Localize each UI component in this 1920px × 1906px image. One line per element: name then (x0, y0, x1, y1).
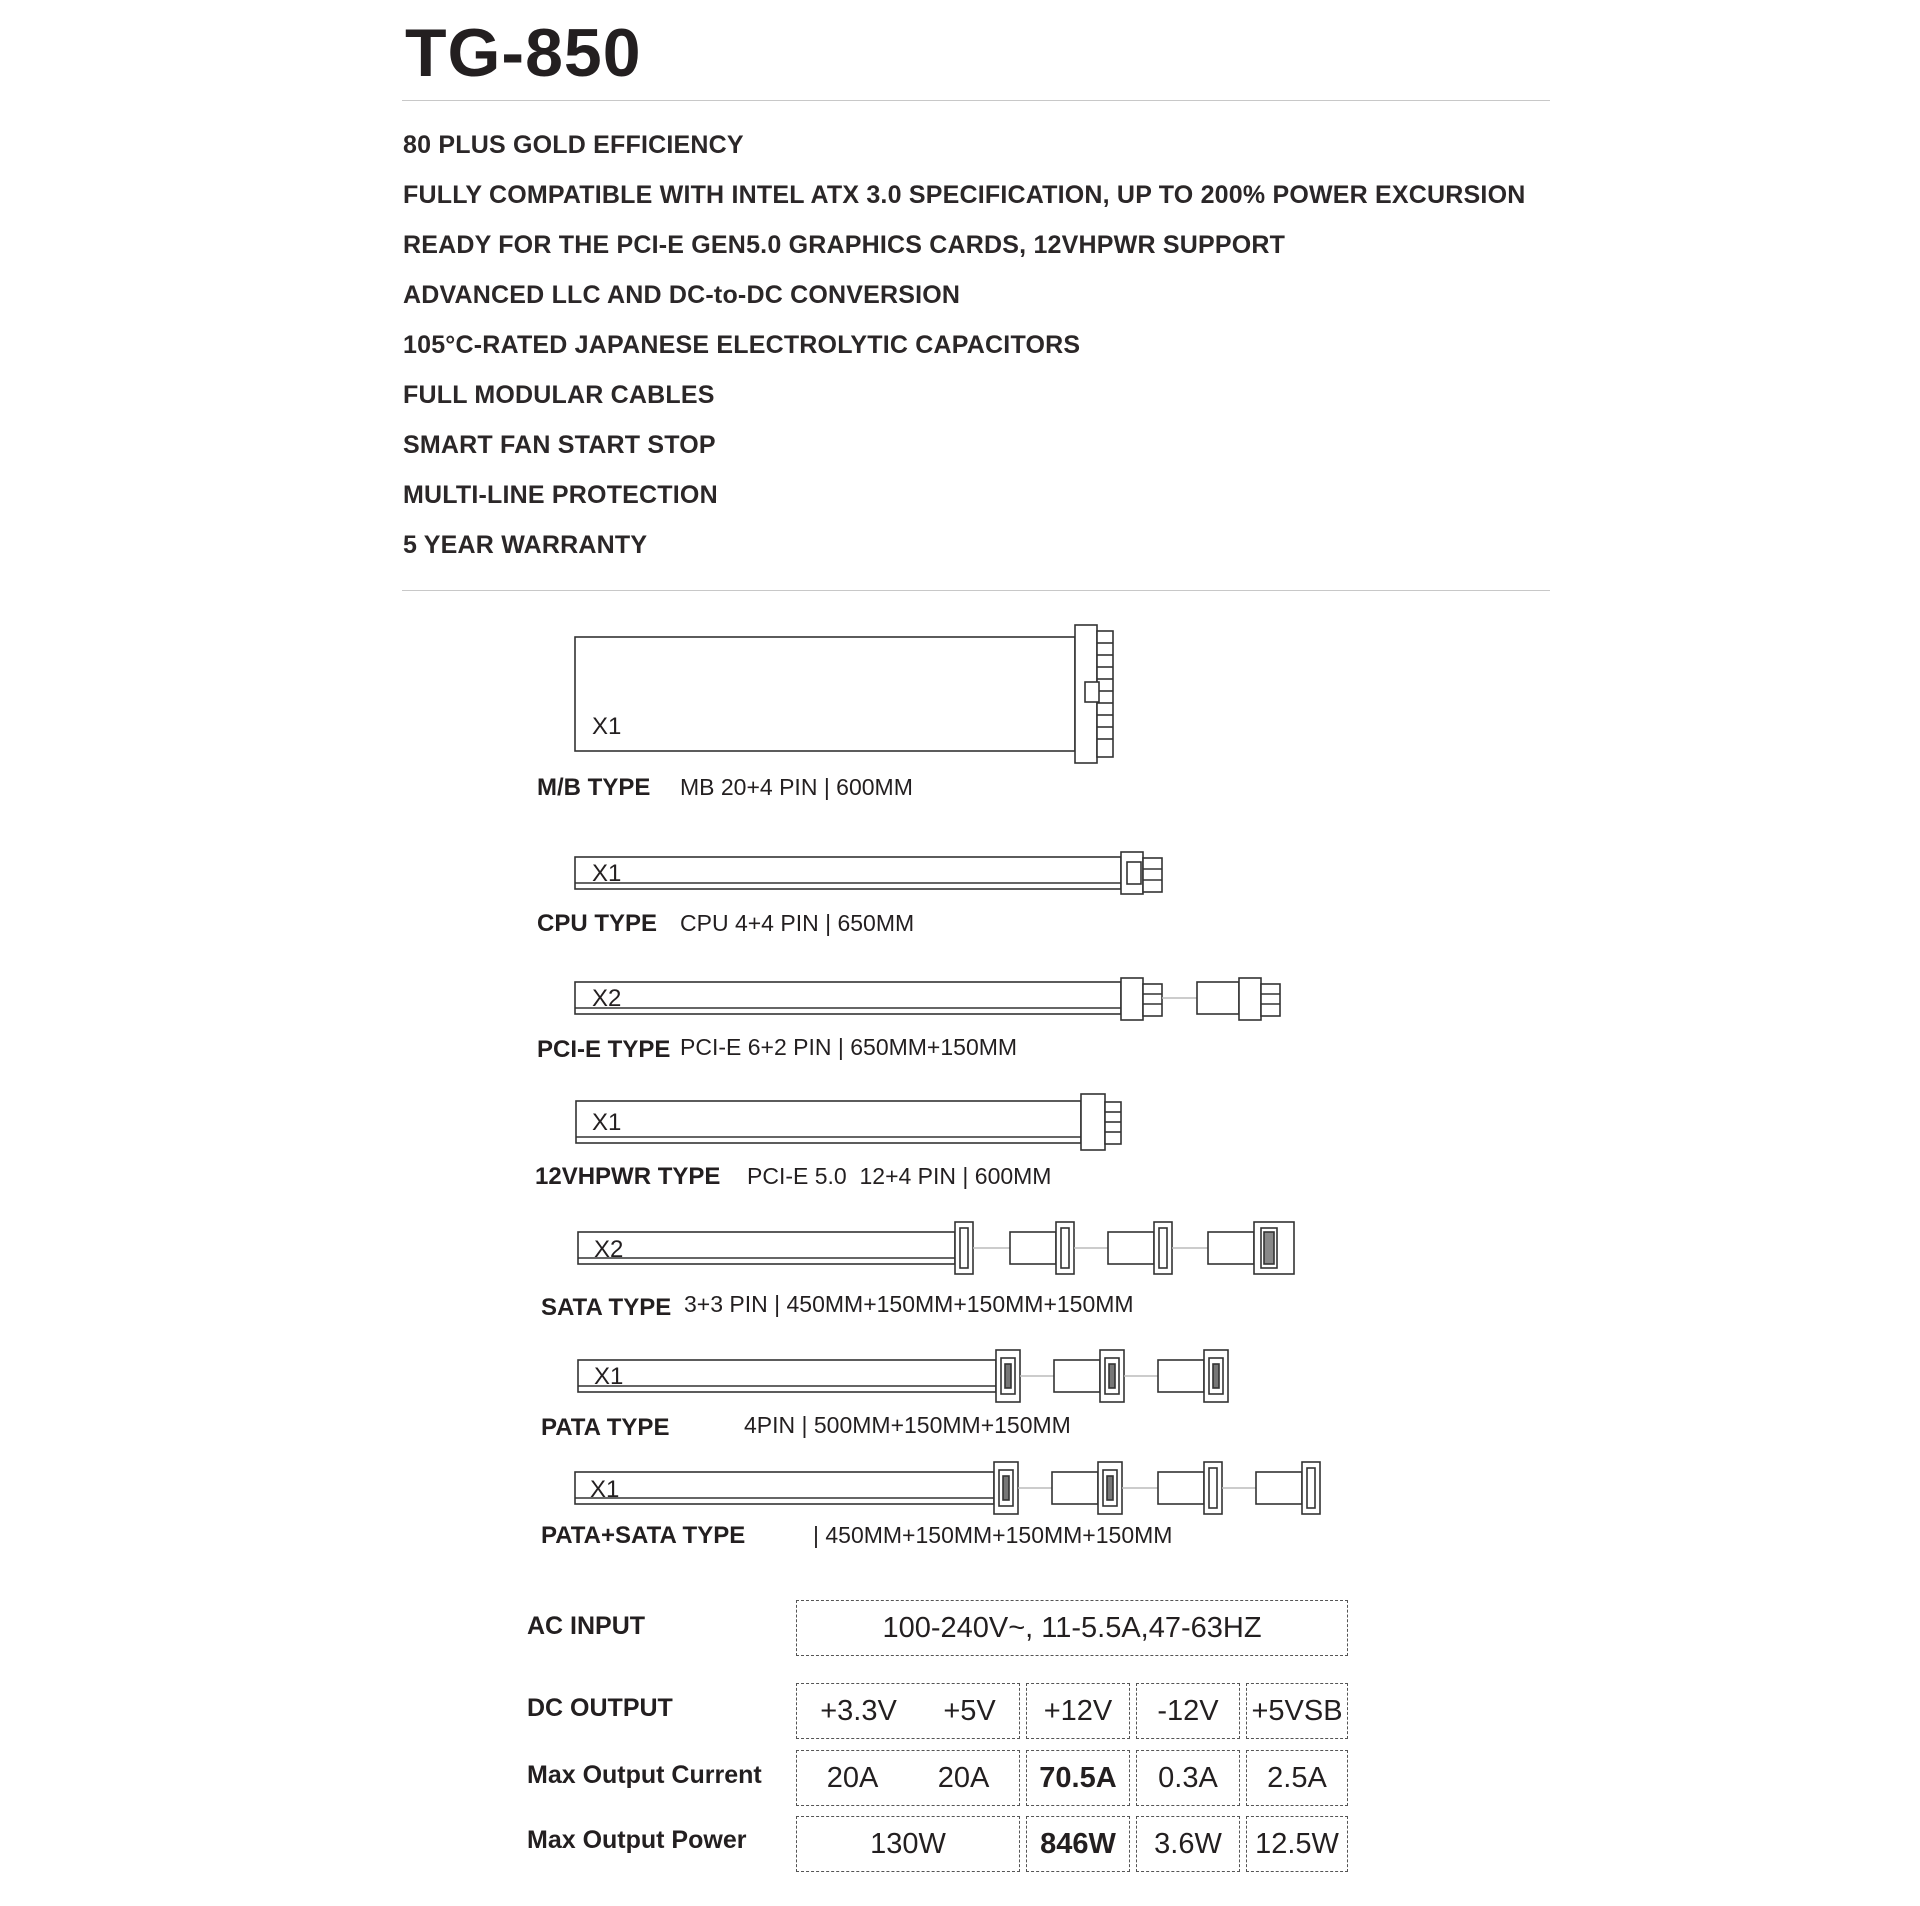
power-neg12v: 3.6W (1136, 1816, 1240, 1872)
cable-spec: MB 20+4 PIN | 600MM (680, 774, 913, 800)
mb-cable-drawing (575, 625, 1113, 763)
rail-5vsb: +5VSB (1246, 1683, 1348, 1739)
feature-item: ADVANCED LLC AND DC-to-DC CONVERSION (403, 281, 961, 309)
cable-type-label: M/B TYPE (537, 774, 651, 801)
cable-qty: X1 (594, 1363, 624, 1390)
cable-type-label: 12VHPWR TYPE (535, 1163, 721, 1190)
current-5vsb: 2.5A (1246, 1750, 1348, 1806)
cable-qty: X1 (592, 860, 622, 887)
ac-input-label: AC INPUT (527, 1612, 646, 1640)
cable-spec: 3+3 PIN | 450MM+150MM+150MM+150MM (684, 1291, 1134, 1317)
cable-spec: 4PIN | 500MM+150MM+150MM (744, 1412, 1071, 1438)
max-power-label: Max Output Power (527, 1826, 747, 1854)
current-12v (1026, 1750, 1130, 1806)
pata-cable-drawing (578, 1350, 1228, 1402)
rail-low-voltage-cell (796, 1683, 1020, 1739)
cpu-cable-drawing (575, 852, 1162, 894)
current-neg12v: 0.3A (1136, 1750, 1240, 1806)
cable-type-label: PATA TYPE (541, 1414, 670, 1441)
power-12v-value: 846W (1040, 1827, 1116, 1860)
cable-type-label: PCI-E TYPE (537, 1036, 671, 1063)
cable-spec: PCI-E 6+2 PIN | 650MM+150MM (680, 1034, 1018, 1060)
power-combined: 130W (796, 1816, 1020, 1872)
ac-input-value: 100-240V~, 11-5.5A,47-63HZ (796, 1600, 1348, 1656)
current-12v-value: 70.5A (1039, 1761, 1117, 1794)
cable-type-label: SATA TYPE (541, 1294, 672, 1321)
12vhpwr-cable-drawing (576, 1094, 1121, 1150)
feature-item: MULTI-LINE PROTECTION (403, 481, 718, 509)
cable-spec: CPU 4+4 PIN | 650MM (680, 910, 915, 936)
cable-qty: X1 (592, 713, 622, 740)
cable-spec: | 450MM+150MM+150MM+150MM (813, 1522, 1173, 1548)
feature-item: 5 YEAR WARRANTY (403, 531, 648, 559)
pcie-cable-drawing (575, 978, 1280, 1020)
cable-type-label: CPU TYPE (537, 910, 658, 937)
feature-item: FULLY COMPATIBLE WITH INTEL ATX 3.0 SPECIFICATION, UP TO 200% POWER EXCURSION (403, 181, 1526, 209)
feature-item: 105°C-RATED JAPANESE ELECTROLYTIC CAPACITORS (403, 331, 1081, 359)
power-12v (1026, 1816, 1130, 1872)
cable-qty: X1 (590, 1476, 620, 1503)
feature-item: READY FOR THE PCI-E GEN5.0 GRAPHICS CARDS, 12VHPWR SUPPORT (403, 231, 1286, 259)
dc-output-label: DC OUTPUT (527, 1694, 673, 1722)
cable-qty: X1 (592, 1109, 622, 1136)
rail-5v: +5V (943, 1694, 996, 1727)
product-title: TG-850 (405, 15, 642, 91)
max-current-label: Max Output Current (527, 1761, 762, 1789)
cable-qty: X2 (592, 985, 622, 1012)
cable-qty: X2 (594, 1236, 624, 1263)
feature-item: FULL MODULAR CABLES (403, 381, 715, 409)
power-5vsb: 12.5W (1246, 1816, 1348, 1872)
feature-item: 80 PLUS GOLD EFFICIENCY (403, 131, 744, 159)
rail-12v: +12V (1026, 1683, 1130, 1739)
rail-3v3: +3.3V (820, 1694, 897, 1727)
feature-item: SMART FAN START STOP (403, 431, 716, 459)
current-3v3: 20A (826, 1761, 879, 1794)
cable-type-label: PATA+SATA TYPE (541, 1522, 746, 1549)
rail-neg12v: -12V (1136, 1683, 1240, 1739)
current-low-voltage-cell (796, 1750, 1020, 1806)
sata-cable-drawing (578, 1222, 1294, 1274)
cable-spec: PCI-E 5.0 12+4 PIN | 600MM (747, 1163, 1052, 1189)
patasata-cable-drawing (575, 1462, 1320, 1514)
current-5v: 20A (937, 1761, 990, 1794)
